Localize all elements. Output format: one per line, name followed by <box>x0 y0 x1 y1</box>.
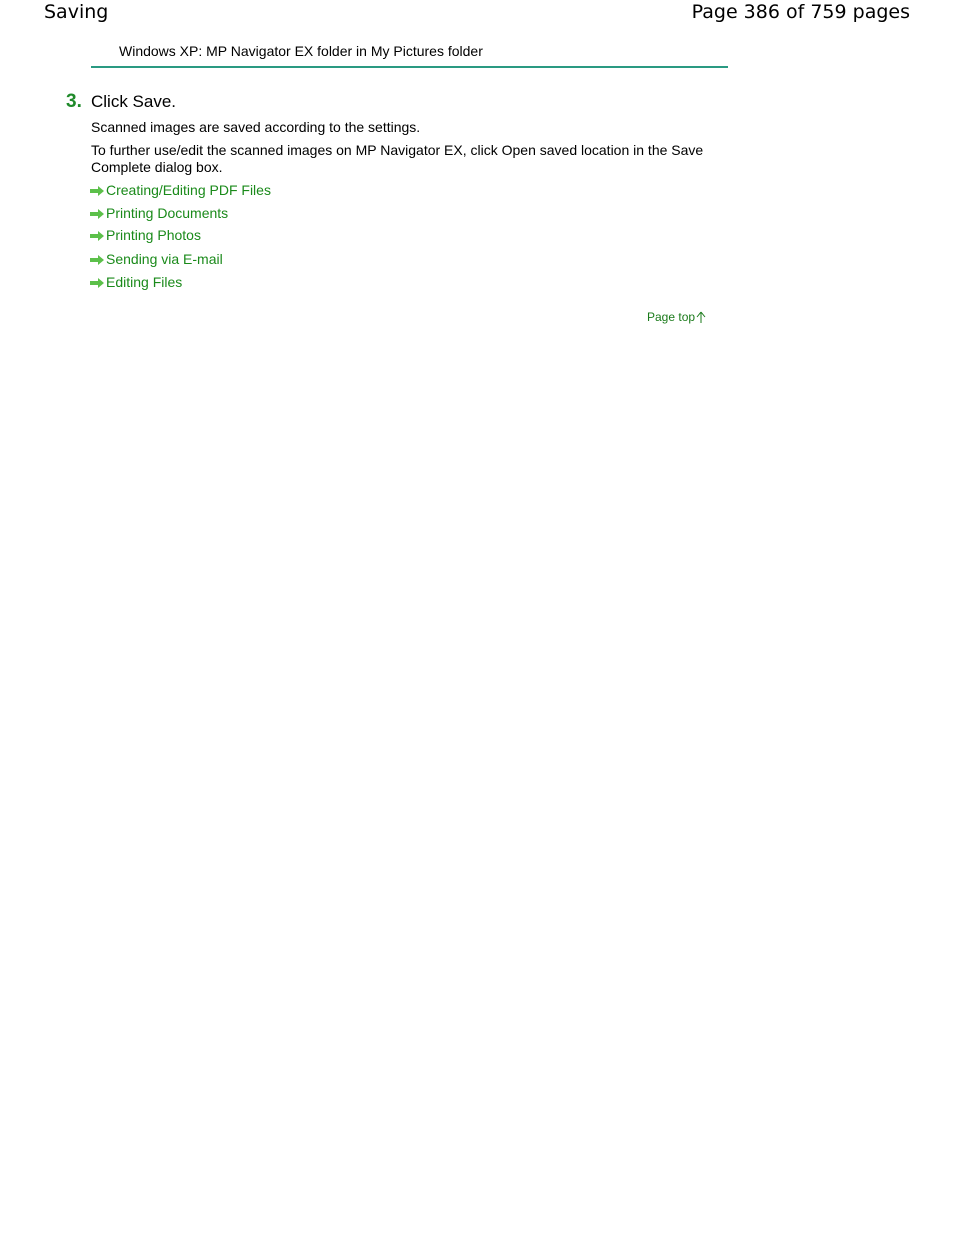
green-arrow-right-icon <box>89 208 105 220</box>
green-arrow-right-icon <box>89 254 105 266</box>
image-caption: Windows XP: MP Navigator EX folder in My Pictures folder <box>119 43 483 59</box>
link-label: Editing Files <box>106 274 183 290</box>
page-top-link[interactable] <box>647 310 706 325</box>
paragraph-open-location: To further use/edit the scanned images on MP Navigator EX, click Open saved location in the Save Complete dialog box. <box>91 142 704 175</box>
link-label: Printing Photos <box>106 227 201 243</box>
paragraph-saved-info: Scanned images are saved according to the settings. <box>91 119 421 135</box>
link-label: Creating/Editing PDF Files <box>106 182 271 198</box>
page-top-label: Page top <box>647 310 696 324</box>
link-creating-editing-pdf-files[interactable] <box>89 182 271 199</box>
arrow-up-icon <box>696 311 706 324</box>
step-title: Click Save. <box>91 92 177 111</box>
related-links-list <box>89 182 271 291</box>
link-sending-via-email[interactable] <box>89 251 271 268</box>
link-printing-documents[interactable] <box>89 205 271 222</box>
step-number: 3. <box>66 91 82 112</box>
divider <box>91 66 728 68</box>
link-editing-files[interactable] <box>89 274 271 291</box>
green-arrow-right-icon <box>89 185 105 197</box>
link-printing-photos[interactable] <box>89 227 271 244</box>
page-indicator: Page 386 of 759 pages <box>691 1 910 23</box>
green-arrow-right-icon <box>89 277 105 289</box>
green-arrow-right-icon <box>89 230 105 242</box>
link-label: Sending via E-mail <box>106 251 223 267</box>
page-title: Saving <box>44 1 109 23</box>
link-label: Printing Documents <box>106 205 229 221</box>
